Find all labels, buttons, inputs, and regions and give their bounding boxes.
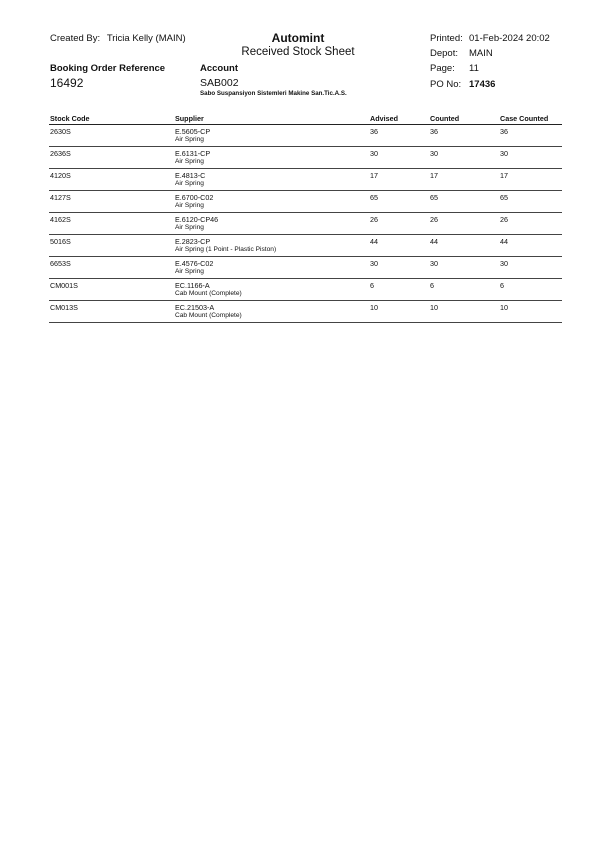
page-label: Page: (430, 63, 455, 74)
table-row (49, 279, 562, 301)
supplier-code: E.2823-CP (175, 237, 211, 246)
table-row (49, 191, 562, 213)
account-name: Sabo Suspansiyon Sistemleri Makine San.Tic.A.S. (200, 90, 347, 97)
case-counted-qty: 30 (500, 259, 508, 268)
supplier-code: E.6131-CP (175, 149, 211, 158)
supplier-code: E.4813-C (175, 171, 206, 180)
sheet-title: Received Stock Sheet (241, 46, 355, 58)
column-header-stock-code: Stock Code (50, 114, 90, 123)
table-header-row (49, 112, 562, 125)
stock-code: 5016S (50, 237, 71, 246)
advised-qty: 30 (370, 149, 378, 158)
item-description: Air Spring (175, 268, 204, 275)
table-row (49, 169, 562, 191)
booking-ref-value: 16492 (50, 76, 84, 90)
counted-qty: 30 (430, 149, 438, 158)
item-description: Air Spring (175, 136, 204, 143)
column-header-counted: Counted (430, 114, 460, 123)
counted-qty: 30 (430, 259, 438, 268)
counted-qty: 65 (430, 193, 438, 202)
supplier-code: EC.21503-A (175, 303, 215, 312)
stock-code: 4127S (50, 193, 71, 202)
account-code: SAB002 (200, 77, 239, 89)
counted-qty: 17 (430, 171, 438, 180)
column-header-supplier: Supplier (175, 114, 204, 123)
advised-qty: 44 (370, 237, 378, 246)
item-description: Cab Mount (Complete) (175, 290, 242, 297)
supplier-code: E.4576-C02 (175, 259, 214, 268)
supplier-code: E.6120-CP46 (175, 215, 219, 224)
table-row (49, 147, 562, 169)
stock-table (49, 112, 562, 323)
table-row (49, 235, 562, 257)
table-row (49, 213, 562, 235)
po-value: 17436 (469, 79, 496, 90)
counted-qty: 26 (430, 215, 438, 224)
case-counted-qty: 65 (500, 193, 508, 202)
depot-value: MAIN (469, 48, 493, 59)
created-by (50, 33, 186, 44)
column-header-case-counted: Case Counted (500, 114, 549, 123)
table-row (49, 125, 562, 147)
item-description: Cab Mount (Complete) (175, 312, 242, 319)
stock-code: 6653S (50, 259, 71, 268)
table-row (49, 301, 562, 323)
created-by-value: Tricia Kelly (MAIN) (106, 33, 186, 44)
counted-qty: 44 (430, 237, 438, 246)
supplier-code: E.5605-CP (175, 127, 211, 136)
table-body (49, 125, 562, 323)
case-counted-qty: 10 (500, 303, 508, 312)
case-counted-qty: 44 (500, 237, 508, 246)
item-description: Air Spring (175, 180, 204, 187)
item-description: Air Spring (1 Point - Plastic Piston) (175, 246, 277, 253)
table-row (49, 257, 562, 279)
stock-code: 4162S (50, 215, 71, 224)
stock-code: 2630S (50, 127, 71, 136)
case-counted-qty: 17 (500, 171, 508, 180)
case-counted-qty: 26 (500, 215, 508, 224)
advised-qty: 36 (370, 127, 378, 136)
advised-qty: 26 (370, 215, 378, 224)
item-description: Air Spring (175, 158, 204, 165)
stock-code: 2636S (50, 149, 71, 158)
supplier-code: EC.1166-A (175, 281, 210, 290)
counted-qty: 10 (430, 303, 438, 312)
case-counted-qty: 6 (500, 281, 504, 290)
printed-value: 01-Feb-2024 20:02 (469, 33, 550, 44)
advised-qty: 10 (370, 303, 378, 312)
company-name: Automint (271, 31, 325, 45)
case-counted-qty: 30 (500, 149, 508, 158)
column-header-advised: Advised (370, 114, 398, 123)
advised-qty: 17 (370, 171, 378, 180)
account-label: Account (200, 63, 238, 74)
advised-qty: 6 (370, 281, 374, 290)
stock-code: CM013S (50, 303, 78, 312)
counted-qty: 36 (430, 127, 438, 136)
depot-label: Depot: (430, 48, 458, 59)
printed-label: Printed: (430, 33, 463, 44)
item-description: Air Spring (175, 224, 204, 231)
advised-qty: 30 (370, 259, 378, 268)
item-description: Air Spring (175, 202, 204, 209)
advised-qty: 65 (370, 193, 378, 202)
stock-code: 4120S (50, 171, 71, 180)
supplier-code: E.6700-C02 (175, 193, 214, 202)
case-counted-qty: 36 (500, 127, 508, 136)
po-label: PO No: (430, 79, 462, 90)
stock-code: CM001S (50, 281, 78, 290)
booking-ref-label: Booking Order Reference (50, 63, 166, 74)
page-value: 11 (469, 63, 479, 74)
counted-qty: 6 (430, 281, 434, 290)
created-by-label: Created By: (50, 33, 101, 44)
